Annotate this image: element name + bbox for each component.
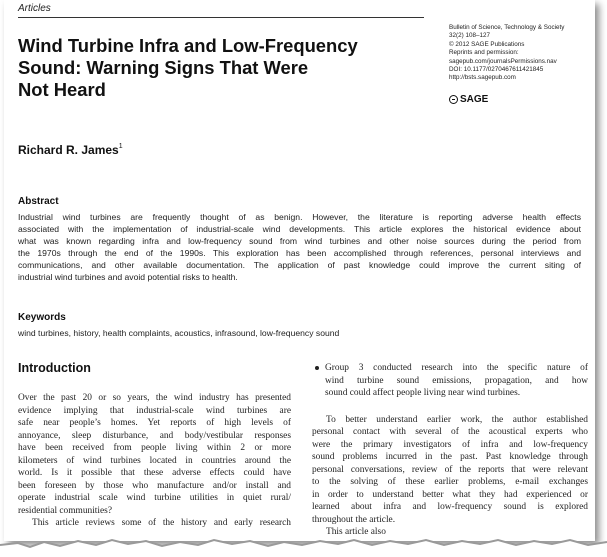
- journal-url[interactable]: http://bsts.sagepub.com: [449, 74, 516, 82]
- body-line: have been received from people living within 2 or more: [18, 443, 291, 453]
- bullet-line: sound could affect people living near wind turbines.: [325, 388, 521, 398]
- abstract-line: the 1970s through the end of the 1990s. This exploration has been accomplished through references, personal interviews and: [18, 248, 581, 258]
- body-line: operate industrial scale wind turbine utilities in quiet rural/: [18, 493, 291, 503]
- body-line: personal contact with several of the acoustical experts who: [312, 427, 588, 437]
- body-line: learned about infra and low-frequency sound is explored: [312, 502, 588, 512]
- publication-info: [449, 24, 595, 83]
- body-line: To better understand earlier work, the author established: [326, 414, 588, 425]
- body-line: sound problems incurred in the past. Past knowledge through: [312, 452, 588, 462]
- journal-name: Bulletin of Science, Technology & Society: [449, 24, 565, 31]
- abstract-line: industrial wind turbines and avoid potential risks to health.: [18, 272, 238, 282]
- body-line: residential communities?: [18, 505, 112, 516]
- section-tag: Articles: [18, 3, 51, 14]
- volume-pages: 32(2) 108–127: [449, 32, 490, 40]
- sage-logo: [449, 94, 488, 105]
- torn-edge: [0, 531, 607, 557]
- abstract-line: what was known regarding infra and low-frequency sound from wind turbines and other noise sources during the period from: [18, 236, 581, 246]
- body-line: This article reviews some of the history and early research: [32, 518, 291, 528]
- body-line: been foreseen by those who manufacture and/or install and: [18, 480, 291, 491]
- bullet-line: Group 3 conducted research into the specific nature of: [325, 363, 588, 373]
- copyright: © 2012 SAGE Publications: [449, 40, 525, 48]
- body-line: world. Is it possible that these adverse effects could have: [18, 468, 291, 478]
- left-column: [18, 392, 291, 530]
- bullet-icon: [315, 366, 319, 370]
- author-name: Richard R. James: [18, 143, 119, 157]
- body-line: evidence implying that industrial-scale wind turbines are: [18, 405, 291, 416]
- keywords-heading: Keywords: [18, 312, 66, 323]
- body-line: annoyance, sleep disturbance, and body/vestibular responses: [18, 430, 291, 441]
- body-line: in order to understand better what they had experienced or: [312, 489, 588, 500]
- body-line: throughout the article.: [312, 514, 396, 525]
- author: [18, 143, 123, 157]
- affiliation-mark: 1: [118, 143, 123, 150]
- title-line: Sound: Warning Signs That Were: [18, 57, 309, 78]
- body-line: were the primary investigators of infra and low-frequency: [312, 439, 588, 450]
- keywords-text: wind turbines, history, health complaints, acoustics, infrasound, low-frequency sound: [18, 328, 340, 338]
- reprints-label: Reprints and permission:: [449, 49, 519, 57]
- title-line: Wind Turbine Infra and Low-Frequency: [18, 35, 358, 56]
- title-line: Not Heard: [18, 79, 106, 100]
- abstract-line: communications, and other available documentation. The application of past knowledge could improve the current siting of: [18, 260, 581, 270]
- bullet-item: [312, 362, 588, 400]
- abstract-body: [18, 211, 581, 283]
- body-line: Over the past 20 or so years, the wind industry has presented: [18, 393, 291, 403]
- abstract-heading: Abstract: [18, 196, 59, 207]
- sage-logo-text: SAGE: [460, 94, 489, 105]
- section-rule: [18, 17, 424, 18]
- right-column: [312, 362, 588, 539]
- introduction-heading: Introduction: [18, 361, 91, 375]
- permissions-link[interactable]: sagepub.com/journalsPermissions.nav: [449, 57, 557, 65]
- paper-page: [4, 0, 595, 541]
- body-line: to the solving of these earlier problems, e-mail exchanges: [312, 477, 588, 487]
- sage-logo-icon: [449, 95, 458, 104]
- body-line: This article also: [326, 527, 386, 537]
- body-line: safe near people’s homes. Yet reports of high levels of: [18, 418, 291, 428]
- abstract-line: associated with the implementation of industrial-scale wind developments. This article explores the historical evidence about: [18, 224, 581, 234]
- article-title: [18, 35, 438, 101]
- body-line: kilometers of wind turbines located in countries around the: [18, 455, 291, 466]
- doi: DOI: 10.1177/0270467611421845: [449, 66, 544, 74]
- body-line: personal conversations, review of the reports that were relevant: [312, 464, 588, 475]
- abstract-line: Industrial wind turbines are frequently thought of as benign. However, the literature is reporting adverse health effects: [18, 212, 581, 222]
- bullet-line: wind turbine sound emissions, propagation, and how: [325, 375, 588, 386]
